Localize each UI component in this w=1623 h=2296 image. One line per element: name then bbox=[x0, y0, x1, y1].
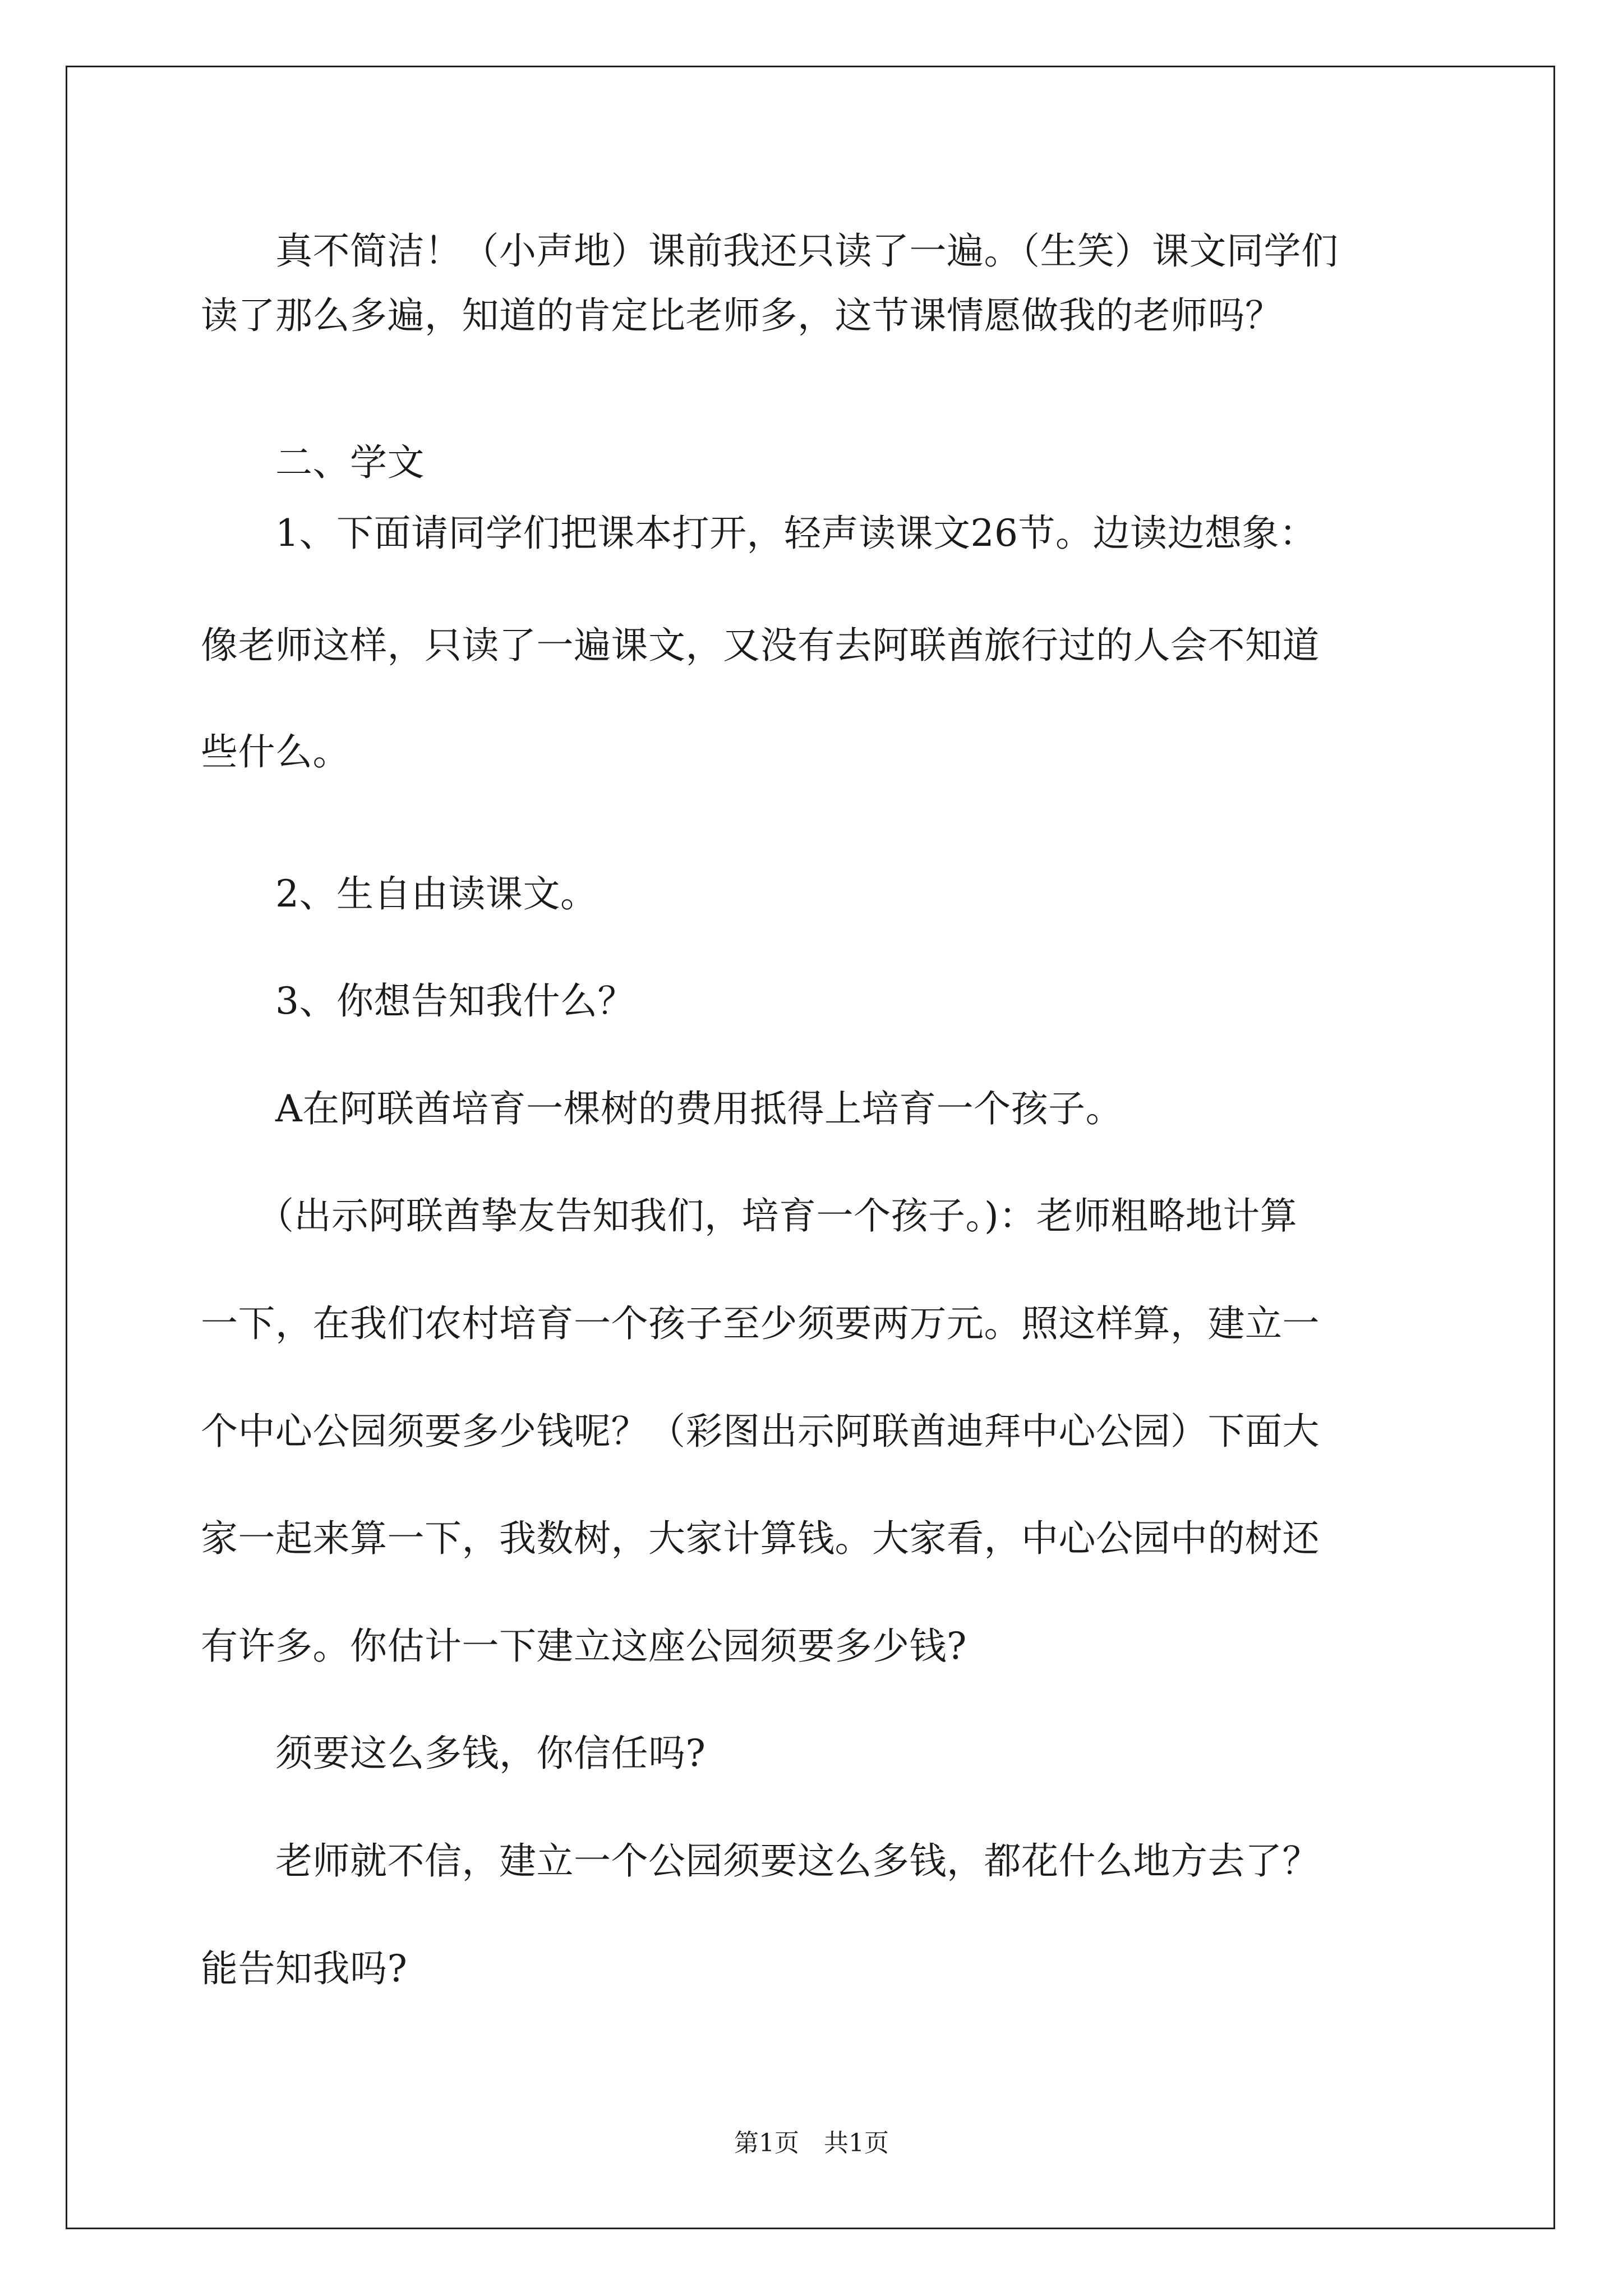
text-line: 一下，在我们农村培育一个孩子至少须要两万元。照这样算，建立一 bbox=[201, 1302, 1320, 1345]
text-line: 像老师这样，只读了一遍课文，又没有去阿联酋旅行过的人会不知道 bbox=[201, 624, 1320, 667]
text-line: 老师就不信，建立一个公园须要这么多钱，都花什么地方去了？ bbox=[201, 1839, 1320, 1883]
text-line: 有许多。你估计一下建立这座公园须要多少钱? bbox=[201, 1625, 967, 1668]
section-heading: 二、学文 bbox=[201, 441, 425, 484]
text-line: 1、下面请同学们把课本打开，轻声读课文26节。边读边想象： bbox=[201, 512, 1317, 555]
text-line: 须要这么多钱，你信任吗? bbox=[201, 1732, 706, 1775]
text-line: 家一起来算一下，我数树，大家计算钱。大家看，中心公园中的树还 bbox=[201, 1517, 1320, 1560]
text-line: 读了那么多遍，知道的肯定比老师多，这节课情愿做我的老师吗？ bbox=[201, 294, 1283, 337]
page-border bbox=[66, 66, 1555, 2229]
text-line: 3、你想告知我什么？ bbox=[201, 979, 635, 1023]
text-line: A在阿联酋培育一棵树的费用抵得上培育一个孩子。 bbox=[201, 1087, 1123, 1130]
text-line: 2、生自由读课文。 bbox=[201, 872, 598, 915]
page-number-footer: 第1页 共1页 bbox=[734, 2129, 889, 2157]
text-line: 些什么。 bbox=[201, 730, 350, 774]
text-line: 个中心公园须要多少钱呢？（彩图出示阿联酋迪拜中心公园）下面大 bbox=[201, 1410, 1320, 1453]
text-line: 真不简洁！（小声地）课前我还只读了一遍。（生笑）课文同学们 bbox=[201, 229, 1339, 273]
text-line: （出示阿联酋挚友告知我们，培育一个孩子。)：老师粗略地计算 bbox=[201, 1194, 1298, 1237]
text-line: 能告知我吗? bbox=[201, 1947, 408, 1990]
